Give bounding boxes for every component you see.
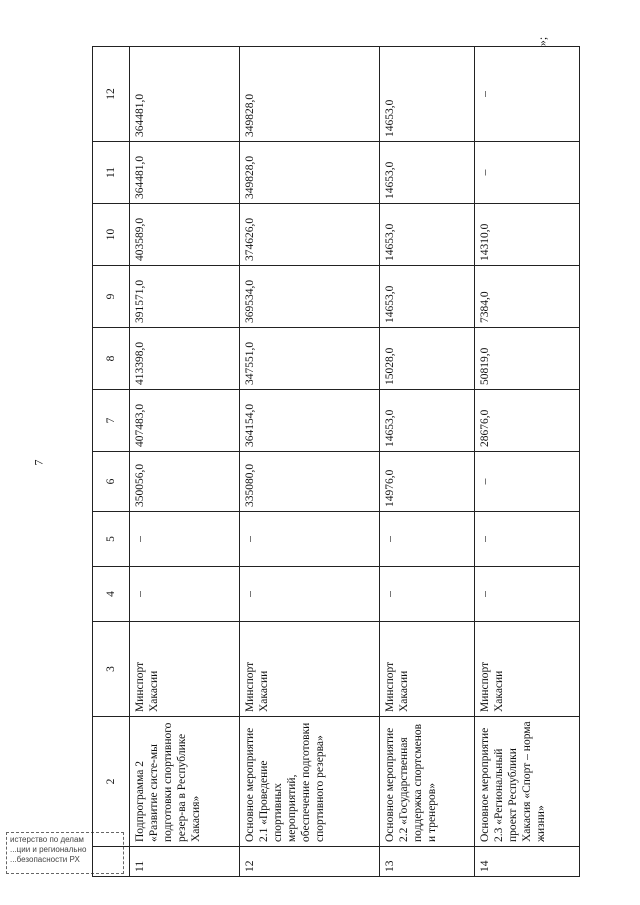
cell: 349828,0 bbox=[240, 142, 380, 204]
cell: – bbox=[240, 512, 380, 567]
table-row bbox=[380, 47, 475, 877]
row-name: Основное мероприятие 2.2 «Государственная поддержка спортсменов и тренеров» bbox=[380, 717, 475, 847]
cell: – bbox=[475, 452, 580, 512]
header-cell: 9 bbox=[93, 266, 130, 328]
stamp-line: истерство по делам bbox=[10, 835, 84, 844]
cell: 14653,0 bbox=[380, 390, 475, 452]
cell: 14653,0 bbox=[380, 266, 475, 328]
header-cell: 12 bbox=[93, 47, 130, 142]
cell: – bbox=[475, 47, 580, 142]
header-cell: 11 bbox=[93, 142, 130, 204]
table-row bbox=[130, 47, 240, 877]
cell: 369534,0 bbox=[240, 266, 380, 328]
row-name: Основное мероприятие 2.3 «Региональный проект Республики Хакасия «Спорт – норма жизни» bbox=[475, 717, 580, 847]
header-cell: 6 bbox=[93, 452, 130, 512]
header-cell: 8 bbox=[93, 328, 130, 390]
cell: – bbox=[475, 567, 580, 622]
cell: 14976,0 bbox=[380, 452, 475, 512]
row-name: Основное мероприятие 2.1 «Проведение спортивных мероприятий, обеспечение подготовки спортивного резерва» bbox=[240, 717, 380, 847]
closing-quote-mark: »; bbox=[535, 36, 550, 47]
cell: 349828,0 bbox=[240, 47, 380, 142]
cell: 347551,0 bbox=[240, 328, 380, 390]
rotated-table-container bbox=[92, 47, 572, 877]
header-cell: 4 bbox=[93, 567, 130, 622]
cell: 364154,0 bbox=[240, 390, 380, 452]
cell: 14653,0 bbox=[380, 142, 475, 204]
cell: 407483,0 bbox=[130, 390, 240, 452]
header-cell: 2 bbox=[93, 717, 130, 847]
header-cell: 10 bbox=[93, 204, 130, 266]
stamp-line: ...безопасности РХ bbox=[10, 855, 80, 864]
cell: 50819,0 bbox=[475, 328, 580, 390]
row-executor: Минспорт Хакасии bbox=[475, 622, 580, 717]
table-row bbox=[240, 47, 380, 877]
cell: – bbox=[130, 512, 240, 567]
budget-table bbox=[92, 46, 580, 877]
table-row bbox=[475, 47, 580, 877]
cell: 7384,0 bbox=[475, 266, 580, 328]
header-cell: 5 bbox=[93, 512, 130, 567]
cell: 14310,0 bbox=[475, 204, 580, 266]
cell: 364481,0 bbox=[130, 47, 240, 142]
row-number: 14 bbox=[475, 847, 580, 877]
cell: 14653,0 bbox=[380, 204, 475, 266]
row-number: 13 bbox=[380, 847, 475, 877]
cell: – bbox=[130, 567, 240, 622]
table-header-row bbox=[93, 47, 130, 877]
cell: – bbox=[240, 567, 380, 622]
cell: 403589,0 bbox=[130, 204, 240, 266]
row-executor: Минспорт Хакасии bbox=[380, 622, 475, 717]
page-number: 7 bbox=[31, 459, 46, 466]
row-number: 12 bbox=[240, 847, 380, 877]
stamp-line: ...ции и регионально bbox=[10, 845, 87, 854]
cell: – bbox=[475, 142, 580, 204]
cell: – bbox=[380, 567, 475, 622]
cell: 335080,0 bbox=[240, 452, 380, 512]
header-cell: 7 bbox=[93, 390, 130, 452]
cell: 14653,0 bbox=[380, 47, 475, 142]
cell: 28676,0 bbox=[475, 390, 580, 452]
cell: 413398,0 bbox=[130, 328, 240, 390]
row-name: Подпрограмма 2 «Развитие систе-мы подготовки спортивного резер-ва в Республике Хакасия» bbox=[130, 717, 240, 847]
header-cell: 3 bbox=[93, 622, 130, 717]
row-executor: Минспорт Хакасии bbox=[130, 622, 240, 717]
cell: – bbox=[475, 512, 580, 567]
cell: 364481,0 bbox=[130, 142, 240, 204]
cell: – bbox=[380, 512, 475, 567]
row-number: 11 bbox=[130, 847, 240, 877]
cell: 391571,0 bbox=[130, 266, 240, 328]
row-executor: Минспорт Хакасии bbox=[240, 622, 380, 717]
cell: 15028,0 bbox=[380, 328, 475, 390]
cell: 350056,0 bbox=[130, 452, 240, 512]
header-cell-1 bbox=[93, 847, 130, 877]
cell: 374626,0 bbox=[240, 204, 380, 266]
